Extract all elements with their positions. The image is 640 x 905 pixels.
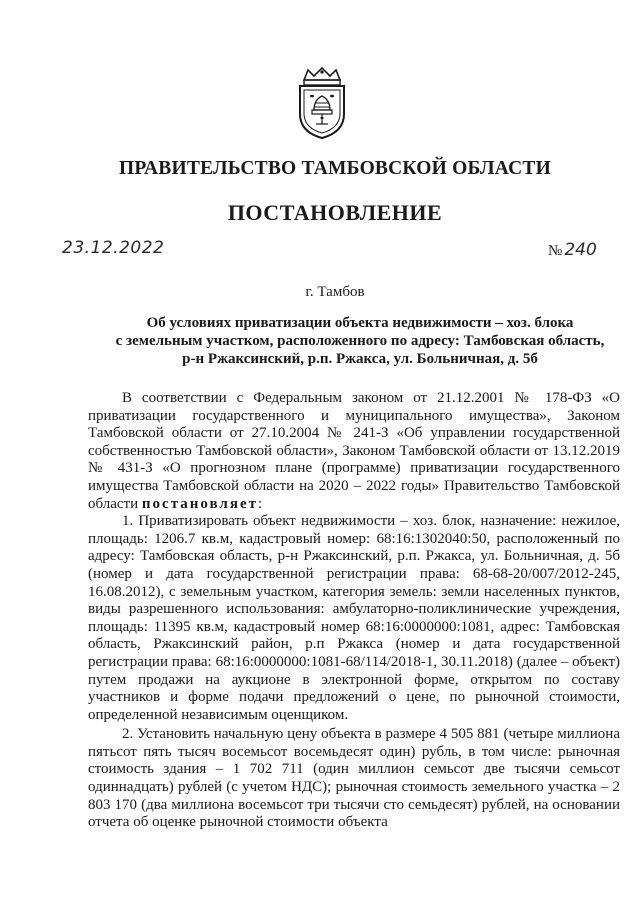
subject-line-1: Об условиях приватизации объекта недвижимости – хоз. блока bbox=[146, 315, 574, 331]
document-body bbox=[88, 390, 620, 832]
subject-line-3: р-н Ржаксинский, р.п. Ржакса, ул. Больничная, д. 5б bbox=[182, 351, 538, 367]
city: г. Тамбов bbox=[305, 284, 365, 300]
document-type: ПОСТАНОВЛЕНИЕ bbox=[227, 200, 443, 225]
preamble-paragraph bbox=[88, 390, 620, 513]
preamble-text: В соответствии с Федеральным законом от 21.12.2001 № 178-ФЗ «О приватизации государственного и муниципального имущества», Законом Тамбовской области от 27.10.2004 № 241-З «Об управлении государственной собственностью Тамбовской области», Законом Тамбовской области от 13.12.2019 № 431-З «О прогнозном плане (программе) приватизации государственного имущества Тамбовской области на 2020 – 2022 годы» Правительство Тамбовской области bbox=[88, 390, 620, 512]
tambov-coat-of-arms-icon bbox=[294, 66, 350, 140]
document-subject bbox=[100, 314, 620, 368]
number-value: 240 bbox=[564, 240, 597, 260]
decree-word: постановляет bbox=[141, 495, 258, 512]
subject-line-2: с земельным участком, расположенного по адресу: Тамбовская область, bbox=[115, 333, 605, 349]
decree-colon: : bbox=[258, 495, 263, 512]
document-number bbox=[548, 240, 597, 260]
government-title: ПРАВИТЕЛЬСТВО ТАМБОВСКОЙ ОБЛАСТИ bbox=[119, 158, 551, 179]
item-2-paragraph: 2. Установить начальную цену объекта в размере 4 505 881 (четыре миллиона пятьсот пять тысяч восемьсот восемьдесят один) рубль, в том числе: рыночная стоимость здания – 1 702 711 (один миллион семьсот две тысячи семьсот одиннадцать) рублей (с учетом НДС); рыночная стоимость земельного участка – 2 803 170 (два миллиона восемьсот три тысячи сто семьдесят) рублей, на основании отчета об оценке рыночной стоимости объекта bbox=[88, 726, 620, 831]
number-sign: № bbox=[548, 243, 563, 259]
item-1-paragraph: 1. Приватизировать объект недвижимости – хоз. блок, назначение: нежилое, площадь: 1206.7 кв.м, кадастровый номер: 68:16:1302040:50, расположенный по адресу: Тамбовская область, р-н Ржаксинский, р.п. Ржакса, ул. Больничная, д. 5б (номер и дата государственной регистрации права: 68-68-20/007/2012-245, 16.08.2012), с земельным участком, категория земель: земли населенных пунктов, виды разрешенного использования: амбулаторно-поликлинические учреждения, площадь: 11395 кв.м, кадастровый номер 68:16:0000000:1081, адрес: Тамбовская область, Ржаксинский район, р.п Ржакса (номер и дата государственной регистрации права: 68:16:0000000:1081-68/114/2018-1, 30.11.2018) (далее – объект) путем продажи на аукционе в электронной форме, открытом по составу участников и форме подачи предложений о цене, по рыночной стоимости, определенной независимым оценщиком. bbox=[88, 513, 620, 723]
document-date: 23.12.2022 bbox=[62, 238, 165, 258]
